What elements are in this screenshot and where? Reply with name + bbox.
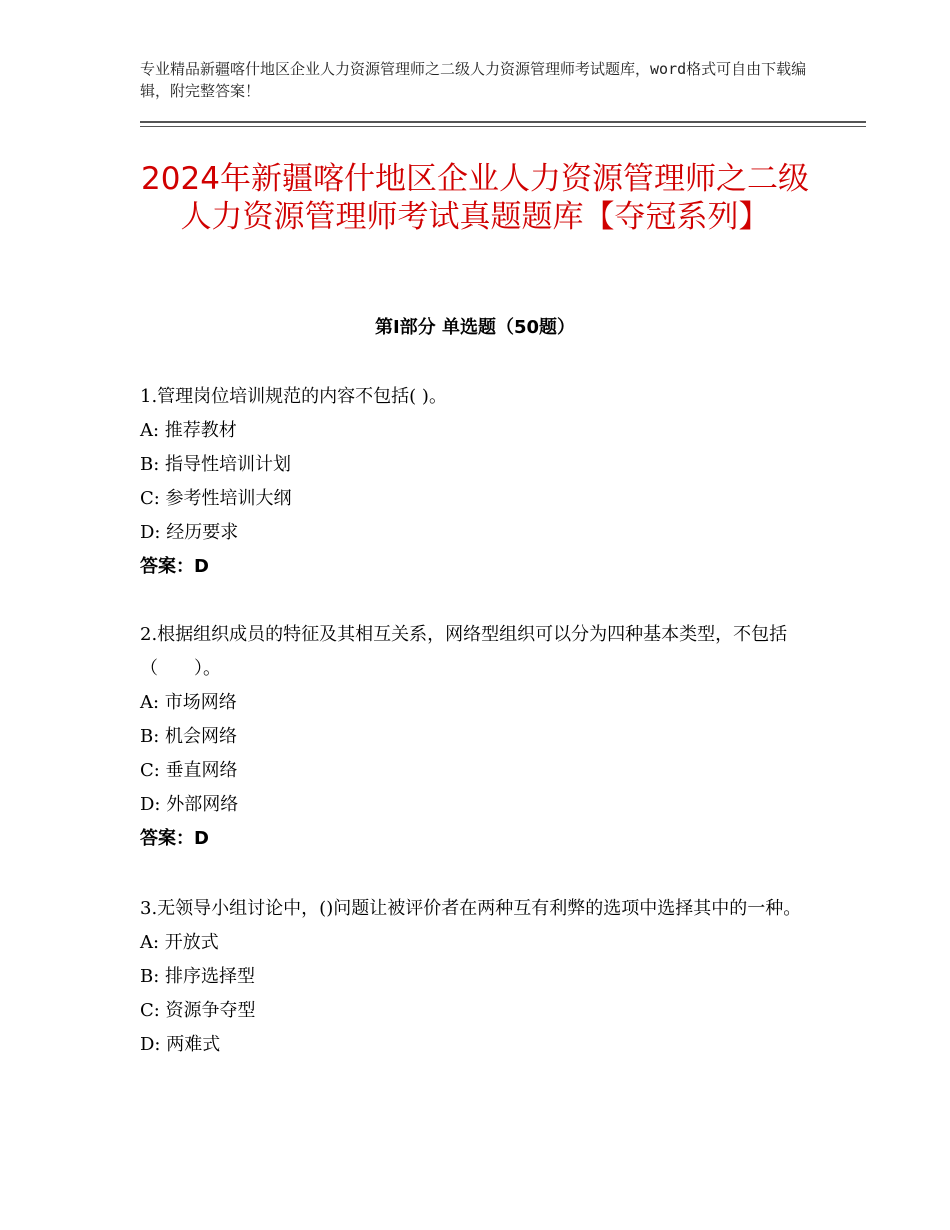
question-stem: 3.无领导小组讨论中，()问题让被评价者在两种互有利弊的选项中选择其中的一种。 [140,898,802,919]
header-rule-thin [140,126,866,127]
option-b: B: 指导性培训计划 [140,454,292,475]
header-note: 专业精品新疆喀什地区企业人力资源管理师之二级人力资源管理师考试题库，word格式可自由下载编辑，附完整答案！ [140,60,807,100]
question-2 [140,618,820,856]
option-d: D: 两难式 [140,1034,221,1055]
question-stem: 1.管理岗位培训规范的内容不包括( )。 [140,386,447,407]
option-a: A: 市场网络 [140,692,237,713]
section-title: 第Ⅰ部分 单选题（50题） [374,317,575,338]
question-3 [140,892,820,1062]
question-stem: 2.根据组织成员的特征及其相互关系，网络型组织可以分为四种基本类型，不包括（ ）。 [140,624,788,679]
question-answer: 答案：D [140,556,209,577]
option-a: A: 推荐教材 [140,420,237,441]
option-c: C: 参考性培训大纲 [140,488,292,509]
option-c: C: 垂直网络 [140,760,238,781]
question-1 [140,380,820,584]
question-answer: 答案：D [140,828,209,849]
header-rule-thick [140,121,866,123]
option-d: D: 外部网络 [140,794,239,815]
option-d: D: 经历要求 [140,522,239,543]
document-title: 2024年新疆喀什地区企业人力资源管理师之二级人力资源管理师考试真题题库【夺冠系列】 [141,161,809,235]
option-b: B: 机会网络 [140,726,238,747]
option-b: B: 排序选择型 [140,966,256,987]
option-c: C: 资源争夺型 [140,1000,256,1021]
option-a: A: 开放式 [140,932,219,953]
